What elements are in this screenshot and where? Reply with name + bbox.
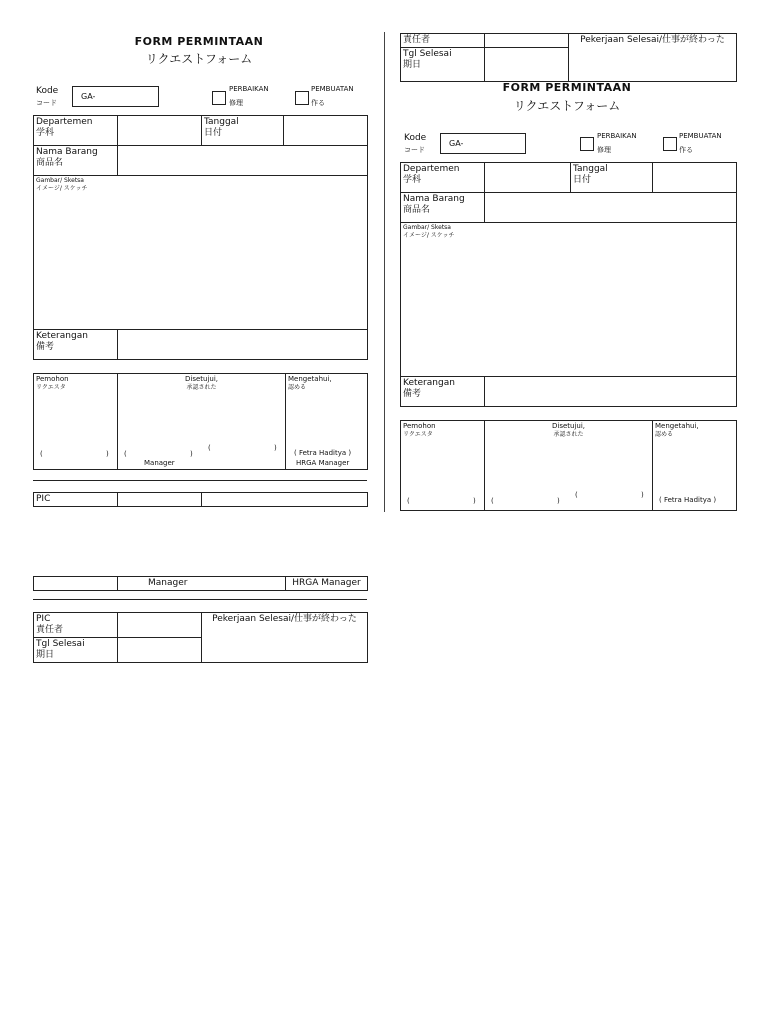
nama-barang-cell [401, 193, 485, 223]
pemohon-label-jp: リクエスタ [403, 431, 433, 438]
pekerjaan-cell[interactable]: Pekerjaan Selesai/仕事が終わった [202, 613, 368, 663]
perbaikan-checkbox[interactable] [212, 91, 226, 105]
kode-label: Kode [36, 86, 59, 96]
pic-input[interactable] [118, 493, 202, 507]
keterangan-label: Keterangan [36, 331, 88, 341]
paren-open: ( [40, 450, 43, 458]
pic-label-cell [34, 613, 118, 638]
paren-open: ( [575, 491, 578, 499]
perbaikan-label-jp: 修理 [597, 146, 611, 154]
disetujui-label: Disetujui, [551, 422, 586, 430]
keterangan-label-jp: 備考 [403, 389, 422, 399]
departemen-cell [401, 163, 485, 193]
main-form-table-right [400, 162, 737, 407]
approval-table [33, 373, 368, 470]
form-title: FORM PERMINTAAN [502, 81, 632, 94]
perbaikan-label-jp: 修理 [229, 99, 243, 107]
pemohon-label: Pemohon [36, 375, 69, 383]
separator-line [33, 599, 367, 600]
paren-close: ) [557, 497, 560, 505]
pembuatan-label: PEMBUATAN [679, 132, 722, 140]
keterangan-input[interactable] [485, 377, 737, 407]
paren-open: ( [491, 497, 494, 505]
pembuatan-label: PEMBUATAN [311, 85, 354, 93]
sketch-area[interactable] [401, 223, 737, 377]
tanggal-label-jp: 日付 [573, 175, 592, 185]
kode-input[interactable]: GA- [72, 86, 159, 107]
pemohon-cell[interactable] [401, 421, 485, 511]
departemen-input[interactable] [118, 116, 202, 146]
mengetahui-label: Mengetahui, [288, 375, 332, 383]
nama-barang-input[interactable] [118, 146, 368, 176]
paren-open: ( [407, 497, 410, 505]
tgl-selesai-label-jp: 期日 [403, 60, 422, 70]
pic-label: PIC [36, 614, 51, 624]
pic-row-table [33, 492, 368, 507]
pemohon-label-jp: リクエスタ [36, 384, 66, 391]
tanggal-input[interactable] [284, 116, 368, 146]
pembuatan-checkbox[interactable] [295, 91, 309, 105]
departemen-label: Departemen [403, 164, 460, 174]
approval-table-right [400, 420, 737, 511]
main-form-table [33, 115, 368, 360]
departemen-label-jp: 学科 [403, 175, 422, 185]
tgl-selesai-label-jp: 期日 [36, 650, 55, 660]
keterangan-cell [34, 330, 118, 360]
gambar-label: Gambar/ Sketsa [403, 224, 451, 231]
hrga-manager-label: HRGA Manager [296, 459, 350, 467]
strip-cell-empty [34, 577, 118, 591]
fetra-name: ( Fetra Haditya ) [659, 496, 717, 504]
page-divider [384, 32, 385, 512]
paren-open: ( [124, 450, 127, 458]
paren-close: ) [641, 491, 644, 499]
keterangan-label-jp: 備考 [36, 342, 55, 352]
form-title-jp: リクエストフォーム [145, 52, 253, 66]
keterangan-cell [401, 377, 485, 407]
mengetahui-label: Mengetahui, [655, 422, 699, 430]
paren-close: ) [106, 450, 109, 458]
tgl-selesai-input[interactable] [118, 638, 202, 663]
mengetahui-label-jp: 認める [655, 431, 674, 438]
form-title-jp: リクエストフォーム [513, 99, 621, 113]
mengetahui-label-jp: 認める [288, 384, 307, 391]
form-title: FORM PERMINTAAN [134, 35, 264, 48]
perbaikan-checkbox[interactable] [580, 137, 594, 151]
mengetahui-cell[interactable] [653, 421, 737, 511]
kode-label-jp: コード [36, 99, 57, 107]
tanggal-label-jp: 日付 [204, 128, 223, 138]
tgl-selesai-input[interactable] [485, 48, 569, 82]
pembuatan-label-jp: 作る [311, 99, 325, 107]
keterangan-label: Keterangan [403, 378, 455, 388]
tgl-selesai-label: Tgl Selesai [403, 49, 452, 59]
departemen-input[interactable] [485, 163, 571, 193]
pemohon-label: Pemohon [403, 422, 436, 430]
paren-open: ( [208, 444, 211, 452]
gambar-label-jp: イメージ/ スケッチ [403, 232, 455, 239]
tanggal-label: Tanggal [204, 117, 239, 127]
strip-manager: Manager [118, 577, 286, 591]
perbaikan-label: PERBAIKAN [597, 132, 637, 140]
pekerjaan-cell[interactable]: Pekerjaan Selesai/仕事が終わった [569, 34, 737, 82]
tgl-selesai-label: Tgl Selesai [36, 639, 85, 649]
paren-close: ) [190, 450, 193, 458]
tanggal-label: Tanggal [573, 164, 608, 174]
kode-label-jp: コード [404, 146, 425, 154]
pemohon-cell[interactable] [34, 374, 118, 470]
kode-label: Kode [404, 133, 427, 143]
pic-extra[interactable] [202, 493, 368, 507]
manager-strip [33, 576, 368, 591]
nama-barang-label-jp: 商品名 [403, 205, 431, 215]
gambar-label: Gambar/ Sketsa [36, 177, 84, 184]
tgl-selesai-cell [401, 48, 485, 82]
sketch-area[interactable] [34, 176, 368, 330]
nama-barang-label: Nama Barang [403, 194, 465, 204]
pembuatan-checkbox[interactable] [663, 137, 677, 151]
fetra-name: ( Fetra Haditya ) [294, 449, 352, 457]
departemen-label: Departemen [36, 117, 93, 127]
perbaikan-label: PERBAIKAN [229, 85, 269, 93]
pic-completion-table-right [400, 33, 737, 82]
nama-barang-cell [34, 146, 118, 176]
paren-close: ) [473, 497, 476, 505]
pic-completion-table [33, 612, 368, 663]
nama-barang-label-jp: 商品名 [36, 158, 64, 168]
pic-label-jp: 責任者 [36, 625, 64, 635]
tgl-selesai-cell [34, 638, 118, 663]
paren-close: ) [274, 444, 277, 452]
kode-input[interactable]: GA- [440, 133, 526, 154]
strip-hrga-manager: HRGA Manager [286, 577, 368, 591]
tanggal-input[interactable] [653, 163, 737, 193]
pic-cell: PIC [34, 493, 118, 507]
manager-label: Manager [144, 459, 175, 467]
disetujui-cell[interactable] [485, 421, 653, 511]
separator-line [33, 480, 367, 481]
gambar-label-jp: イメージ/ スケッチ [36, 185, 88, 192]
tanggal-cell [571, 163, 653, 193]
departemen-cell [34, 116, 118, 146]
pic-jp-cell: 責任者 [401, 34, 485, 48]
disetujui-label-jp: 承認された [186, 384, 217, 391]
pic-input[interactable] [485, 34, 569, 48]
disetujui-label: Disetujui, [184, 375, 219, 383]
pic-input[interactable] [118, 613, 202, 638]
disetujui-cell[interactable] [118, 374, 286, 470]
tanggal-cell [202, 116, 284, 146]
nama-barang-label: Nama Barang [36, 147, 98, 157]
mengetahui-cell[interactable] [286, 374, 368, 470]
pembuatan-label-jp: 作る [679, 146, 693, 154]
keterangan-input[interactable] [118, 330, 368, 360]
nama-barang-input[interactable] [485, 193, 737, 223]
departemen-label-jp: 学科 [36, 128, 55, 138]
disetujui-label-jp: 承認された [553, 431, 584, 438]
